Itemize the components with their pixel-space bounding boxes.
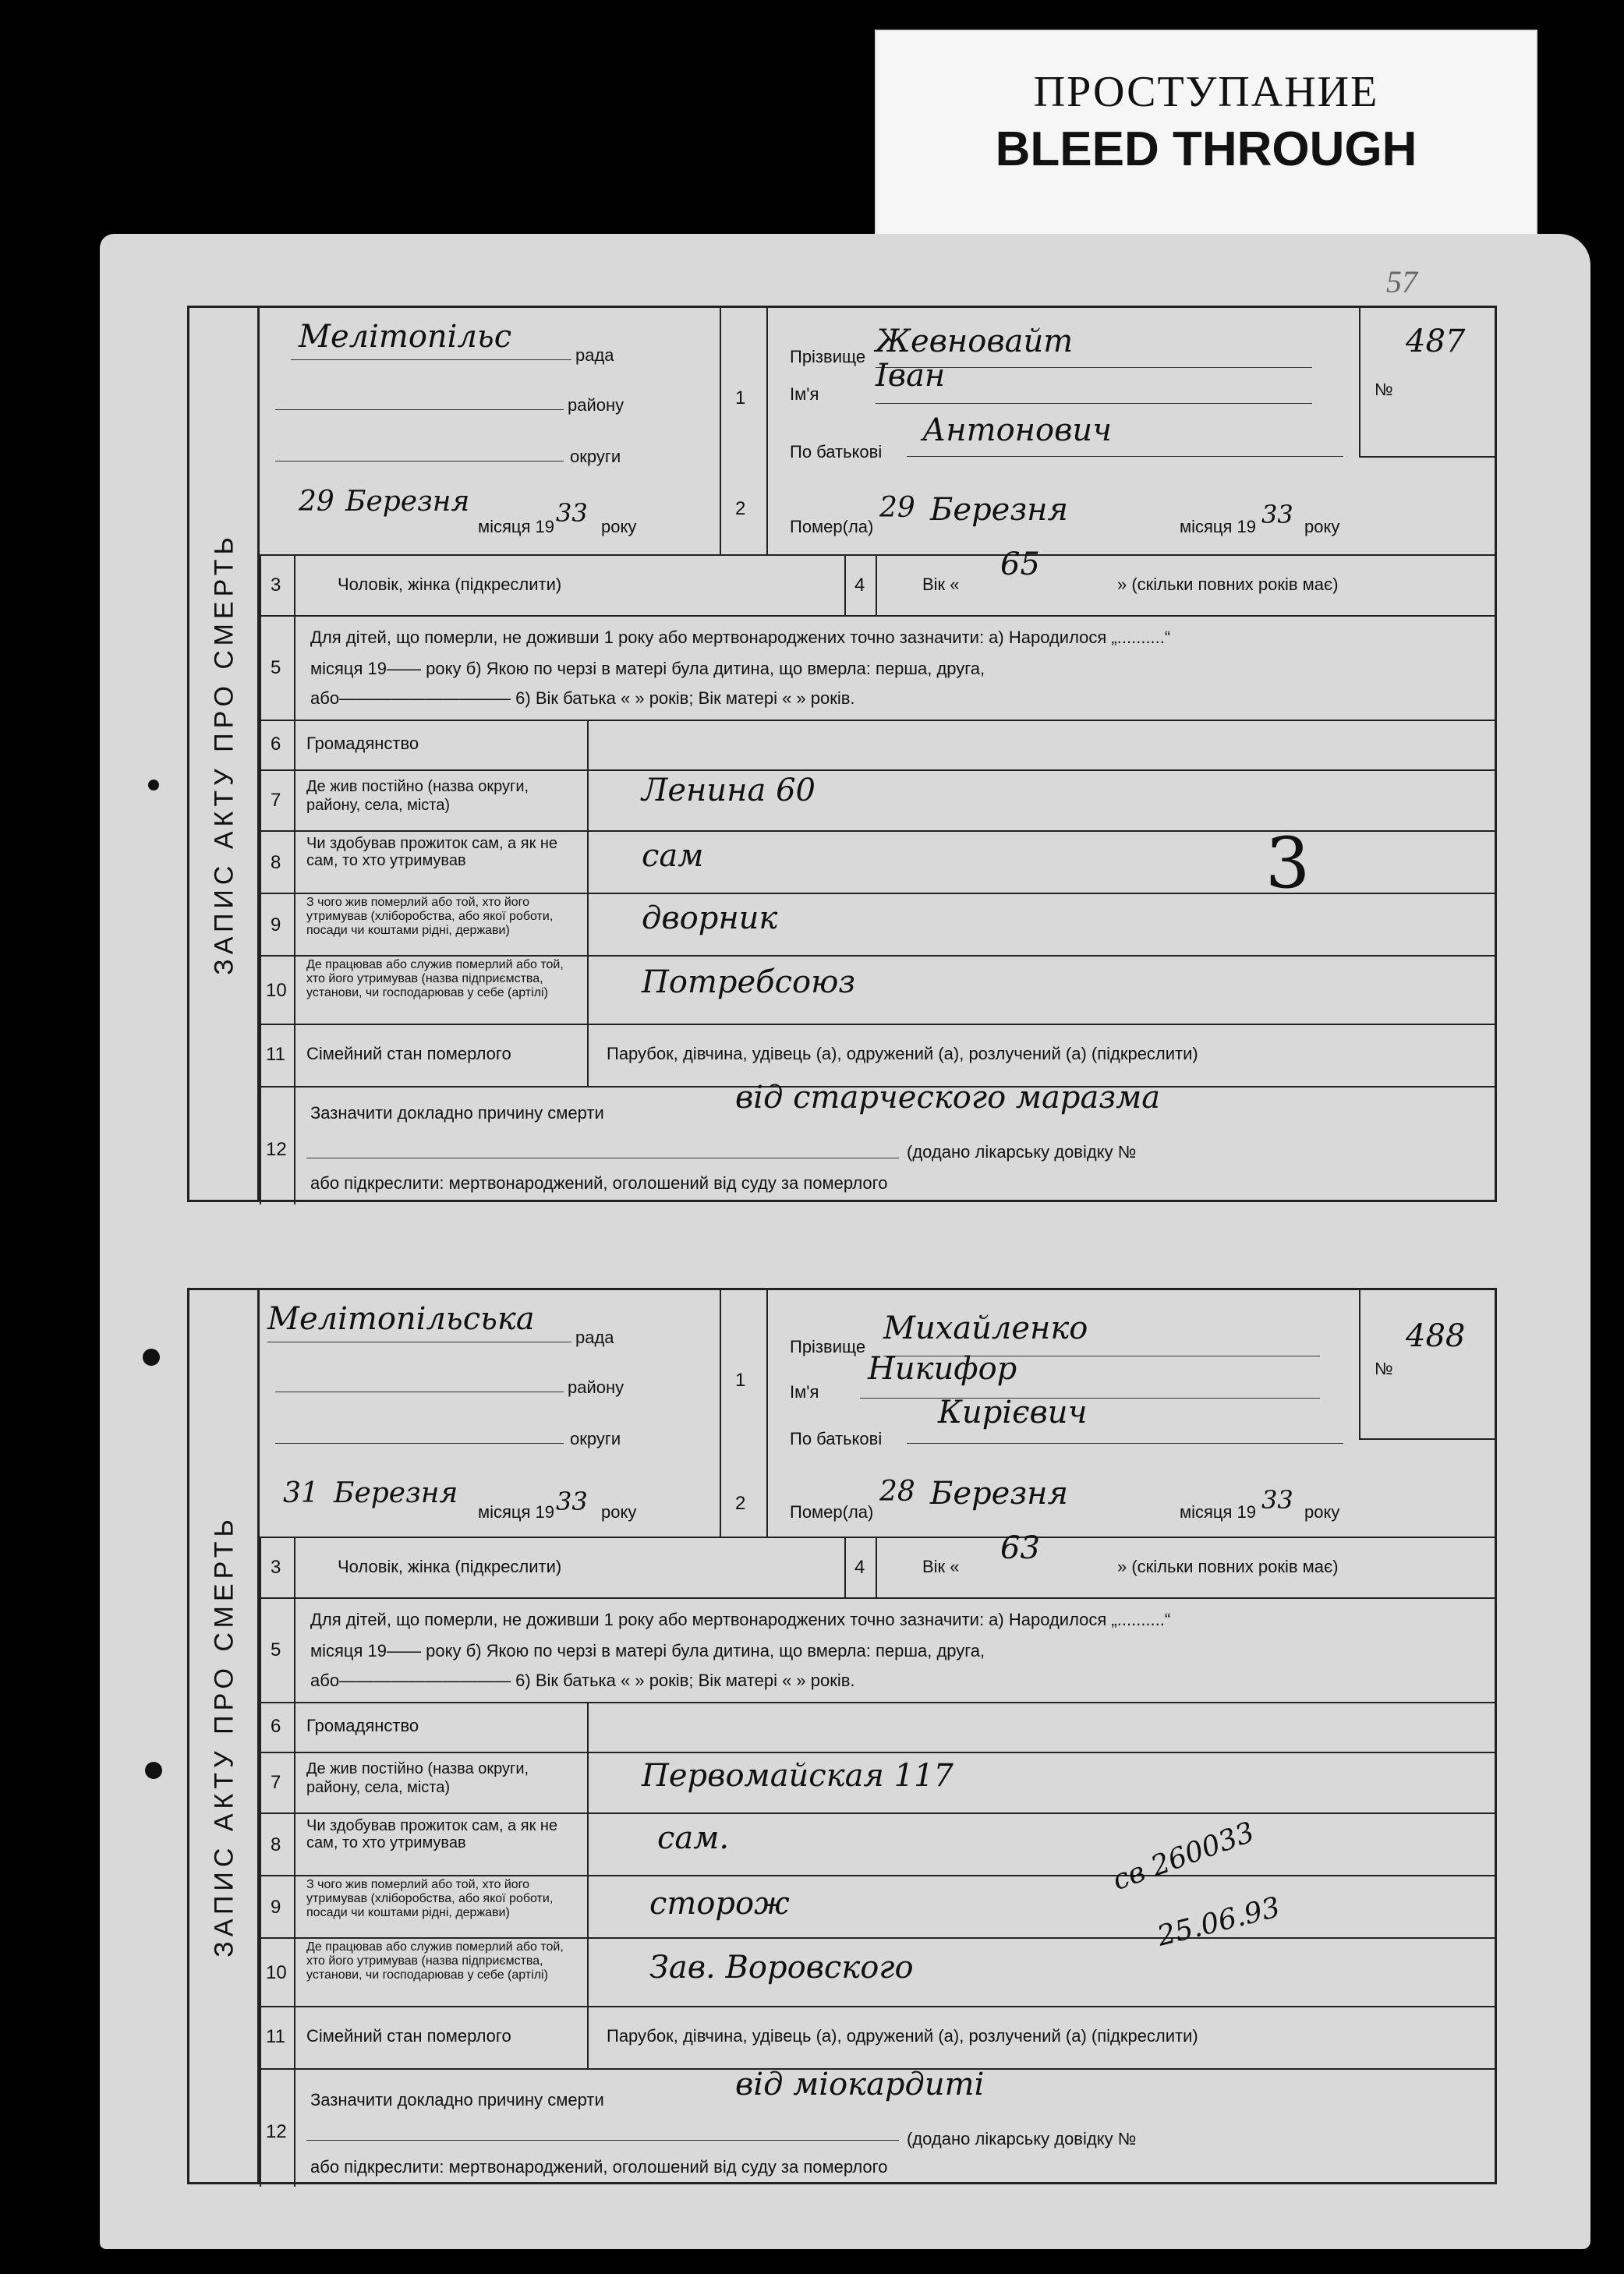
- act-number: 487: [1406, 324, 1466, 359]
- raion-label: району: [568, 395, 624, 415]
- binder-hole: [143, 1349, 160, 1366]
- binder-hole: [148, 780, 159, 790]
- marital-label: Сімейний стан померлого: [306, 2026, 511, 2046]
- workplace-value: Зав. Воровского: [649, 1950, 914, 1986]
- livelihood-label: З чого жив померлий або той, хто його утримував (хліборобства, або якої роботи, посади чи коштами рідні, держави): [306, 1878, 554, 1919]
- okruh-label: округи: [570, 447, 621, 466]
- age-tail-label: » (скільки повних років має): [1117, 1557, 1339, 1576]
- name-label: Ім'я: [790, 1382, 819, 1402]
- surname-value: Михайленко: [883, 1310, 1088, 1346]
- children-text-1: Для дітей, що померли, не доживши 1 року або мертвонароджених точно зазначити: а) Народилося „..........“: [310, 1610, 1171, 1629]
- citizenship-label: Громадянство: [306, 1716, 419, 1735]
- margin-note: 3: [1265, 822, 1311, 904]
- rada-value: Мелітопільська: [267, 1301, 535, 1337]
- workplace-label: Де працював або служив померлий або той, хто його утримував (назва підприємства, установи, чи господарював у себе (артілі): [306, 1940, 564, 1982]
- cause-label: Зазначити докладно причину смерти: [310, 1103, 604, 1123]
- patronymic-value: Антонович: [922, 412, 1113, 448]
- livelihood-value: сторож: [649, 1886, 790, 1922]
- reg-month-label: місяця 19: [478, 517, 555, 536]
- surname-label: Прізвище: [790, 347, 866, 366]
- workplace-value: Потребсоюз: [642, 964, 856, 1000]
- death-year: 33: [1261, 500, 1293, 529]
- surname-value: Жевновайт: [876, 324, 1074, 359]
- death-record-1: ЗАПИС АКТУ ПРО СМЕРТЬ Мелітопільс рада району округи 29 Березня місяця 19 33 року 1 2 Прізвище Жевновайт Ім'я Іван По батькові Антонович № 487 Помер(ла) 29 Березня місяця 19 33 року 3 Чоловік, жінка (підкреслити) 4 Вік « 65 » (скільки повних років має) 5 Для дітей, що померли, не доживши 1 року або мертвонароджених точно зазначити: а) Народилося „..........“ місяця 19—— року б) Якою по черзі в матері була дитина, що вмерла: перша, друга, або—————————— 6) Вік батька « » років; Вік матері « » років. 6 Громадянство 7 Де жив постійно (назва округи, району, села, міста) Ленина 60 8 Чи здобував прожиток сам, а як не сам, то хто утримував сам 3 9 З чого жив померлий або той, хто його утримував (хліборобства, або якої роботи, посади чи коштами рідні, держави) дворник 10 Де працював або служив померлий або той, хто його утримував (назва підприємства, установи, чи господарював у себе (артілі) Потребсоюз 11 Сімейний стан померлого Парубок, дівчина, удівець (а), одружений (а), розлучений (а) (підкреслити) 12 Зазначити докладно причину смерти від старческого маразма (додано лікарську довідку № або підкреслити: мертвонароджений, оголошений від суду за померлого: [187, 306, 1497, 1202]
- residence-value: Ленина 60: [642, 773, 816, 808]
- support-label: Чи здобував прожиток сам, а як не сам, то хто утримував: [306, 1817, 558, 1851]
- cause-value: від старческого маразма: [735, 1080, 1161, 1116]
- cause-label: Зазначити докладно причину смерти: [310, 2090, 604, 2110]
- reg-roku-label: року: [601, 517, 637, 536]
- reg-day: 31: [283, 1477, 319, 1509]
- support-value: сам.: [657, 1820, 730, 1856]
- patronymic-label: По батькові: [790, 442, 883, 462]
- folio-number: 57: [1386, 264, 1417, 299]
- label-line-en: BLEED THROUGH: [995, 122, 1417, 176]
- act-number-label: №: [1375, 380, 1393, 399]
- margin-note: св 260033: [1108, 1816, 1259, 1897]
- marital-label: Сімейний стан померлого: [306, 1044, 511, 1063]
- death-month-label: місяця 19: [1180, 517, 1257, 536]
- rada-label: рада: [575, 1328, 614, 1347]
- death-month: Березня: [930, 1476, 1068, 1512]
- act-number: 488: [1406, 1318, 1466, 1354]
- death-month-label: місяця 19: [1180, 1502, 1257, 1522]
- reg-year: 33: [556, 1487, 588, 1516]
- age-value: 65: [1000, 546, 1040, 582]
- children-text-2: місяця 19—— року б) Якою по черзі в матері була дитина, що вмерла: перша, друга,: [310, 1641, 985, 1660]
- workplace-label: Де працював або служив померлий або той, хто його утримував (назва підприємства, установи, чи господарював у себе (артілі): [306, 958, 564, 999]
- reg-roku-label: року: [601, 1502, 637, 1522]
- reg-month-label: місяця 19: [478, 1502, 555, 1522]
- stillborn-label: або підкреслити: мертвонароджений, оголошений від суду за померлого: [310, 2157, 888, 2177]
- residence-label: Де жив постійно (назва округи, району, села, міста): [306, 778, 529, 814]
- death-day: 29: [879, 492, 915, 524]
- death-roku-label: року: [1304, 517, 1340, 536]
- death-month: Березня: [930, 492, 1068, 528]
- age-value: 63: [1000, 1530, 1040, 1566]
- livelihood-label: З чого жив померлий або той, хто його утримував (хліборобства, або якої роботи, посади чи коштами рідні, держави): [306, 896, 554, 937]
- label-line-ru: ПРОСТУПАНИЕ: [1033, 68, 1379, 116]
- certificate-label: (додано лікарську довідку №: [907, 1142, 1137, 1162]
- age-tail-label: » (скільки повних років має): [1117, 575, 1339, 594]
- sex-label: Чоловік, жінка (підкреслити): [338, 1557, 562, 1576]
- death-date-label: Помер(ла): [790, 517, 874, 536]
- raion-label: району: [568, 1377, 624, 1397]
- name-label: Ім'я: [790, 384, 819, 404]
- rada-label: рада: [575, 345, 614, 365]
- binder-hole: [145, 1762, 162, 1779]
- marital-options: Парубок, дівчина, удівець (а), одружений (а), розлучений (а) (підкреслити): [607, 2026, 1198, 2046]
- name-value: Іван: [876, 358, 946, 394]
- surname-label: Прізвище: [790, 1337, 866, 1356]
- death-roku-label: року: [1304, 1502, 1340, 1522]
- children-text-2: місяця 19—— року б) Якою по черзі в матері була дитина, що вмерла: перша, друга,: [310, 659, 985, 678]
- act-number-label: №: [1375, 1359, 1393, 1378]
- reg-day: 29: [299, 486, 334, 518]
- side-title: ЗАПИС АКТУ ПРО СМЕРТЬ: [189, 1290, 260, 2182]
- certificate-label: (додано лікарську довідку №: [907, 2129, 1137, 2148]
- livelihood-value: дворник: [642, 900, 778, 936]
- sex-label: Чоловік, жінка (підкреслити): [338, 575, 562, 594]
- reg-month: Березня: [345, 486, 470, 518]
- citizenship-label: Громадянство: [306, 734, 419, 753]
- patronymic-value: Кирієвич: [938, 1395, 1088, 1431]
- okruh-label: округи: [570, 1429, 621, 1448]
- reg-month: Березня: [334, 1477, 458, 1509]
- support-value: сам: [642, 838, 704, 874]
- death-record-2: ЗАПИС АКТУ ПРО СМЕРТЬ Мелітопільська рада району округи 31 Березня місяця 19 33 року 1 2 Прізвище Михайленко Ім'я Никифор По батькові Кирієвич № 488 Помер(ла) 28 Березня місяця 19 33 року 3 Чоловік, жінка (підкреслити) 4 Вік « 63 » (скільки повних років має) 5 Для дітей, що померли, не доживши 1 року або мертвонароджених точно зазначити: а) Народилося „..........“ місяця 19—— року б) Якою по черзі в матері була дитина, що вмерла: перша, друга, або—————————— 6) Вік батька « » років; Вік матері « » років. 6 Громадянство 7 Де жив постійно (назва округи, району, села, міста) Первомайская 117 8 Чи здобував прожиток сам, а як не сам, то хто утримував сам. св 260033 25.06.93 9 З чого жив померлий або той, хто його утримував (хліборобства, або якої роботи, посади чи коштами рідні, держави) сторож 10 Де працював або служив померлий або той, хто його утримував (назва підприємства, установи, чи господарював у себе (артілі) Зав. Воровского 11 Сімейний стан померлого Парубок, дівчина, удівець (а), одружений (а), розлучений (а) (підкреслити) 12 Зазначити докладно причину смерти від міокардиті (додано лікарську довідку № або підкреслити: мертвонароджений, оголошений від суду за померлого: [187, 1288, 1497, 2184]
- age-label: Вік «: [922, 1557, 960, 1576]
- children-text-1: Для дітей, що померли, не доживши 1 року або мертвонароджених точно зазначити: а) Народилося „..........“: [310, 628, 1171, 647]
- death-day: 28: [879, 1476, 915, 1508]
- support-label: Чи здобував прожиток сам, а як не сам, то хто утримував: [306, 835, 558, 869]
- death-year: 33: [1261, 1485, 1293, 1515]
- death-date-label: Помер(ла): [790, 1502, 874, 1522]
- age-label: Вік «: [922, 575, 960, 594]
- cause-value: від міокардиті: [735, 2067, 985, 2102]
- rada-value: Мелітопільс: [299, 319, 512, 355]
- side-title: ЗАПИС АКТУ ПРО СМЕРТЬ: [189, 308, 260, 1200]
- marital-options: Парубок, дівчина, удівець (а), одружений (а), розлучений (а) (підкреслити): [607, 1044, 1198, 1063]
- children-text-3: або—————————— 6) Вік батька « » років; Вік матері « » років.: [310, 1671, 855, 1690]
- reg-year: 33: [556, 498, 588, 528]
- stillborn-label: або підкреслити: мертвонароджений, оголошений від суду за померлого: [310, 1173, 888, 1193]
- bleed-through-label: [875, 30, 1537, 240]
- children-text-3: або—————————— 6) Вік батька « » років; Вік матері « » років.: [310, 688, 855, 708]
- correction-date: 25.06.93: [1154, 1891, 1283, 1953]
- name-value: Никифор: [868, 1351, 1017, 1387]
- patronymic-label: По батькові: [790, 1429, 883, 1448]
- residence-value: Первомайская 117: [642, 1758, 954, 1794]
- residence-label: Де жив постійно (назва округи, району, села, міста): [306, 1760, 529, 1796]
